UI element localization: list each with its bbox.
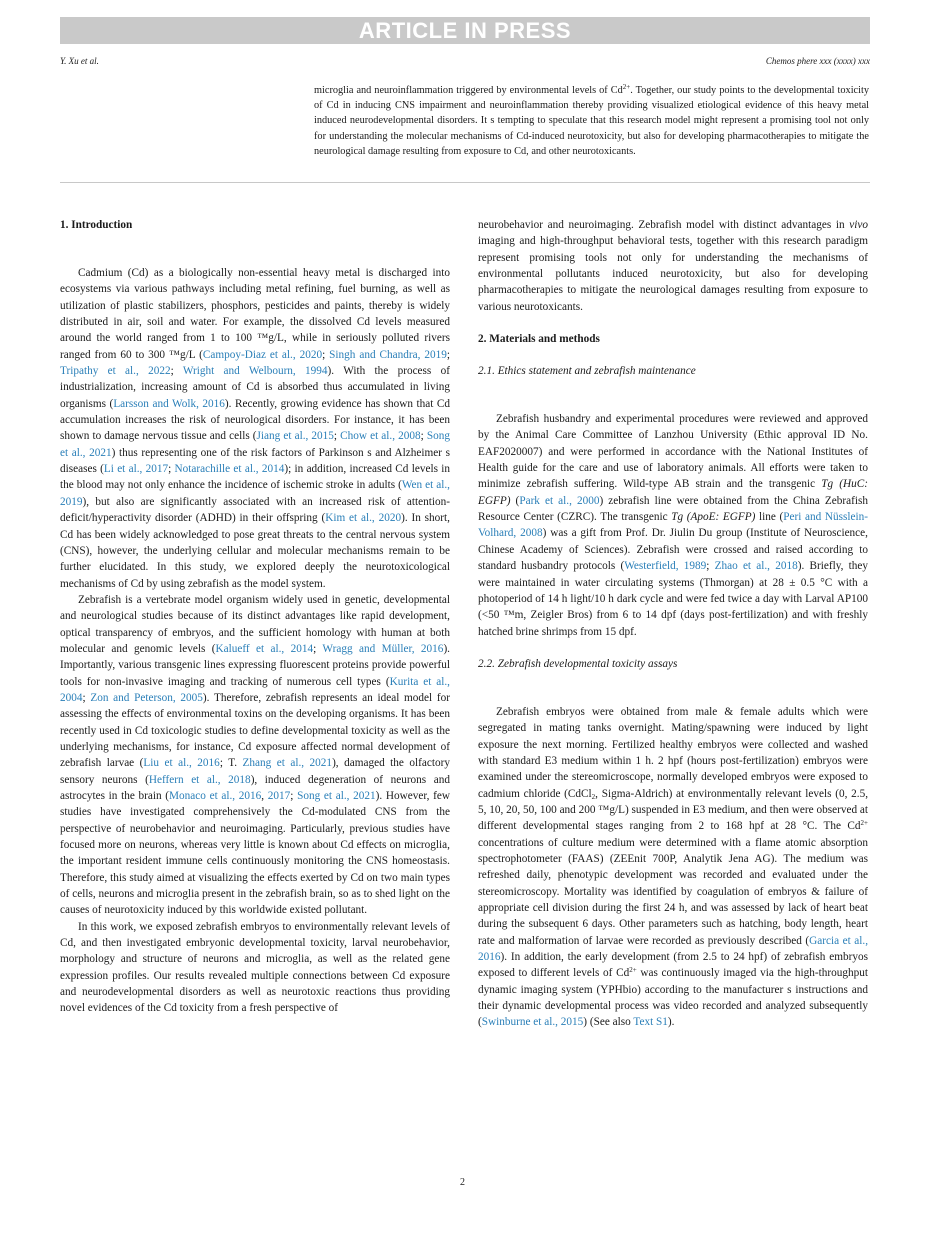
citation-link[interactable]: Song et al., 2021 [297,790,376,802]
citation-link[interactable]: Zhao et al., 2018 [714,560,798,573]
abstract-continuation [314,83,869,159]
text-run: ); in addition, increased Cd levels in the blood may not only enhance the incidence of ischemic stroke in adults ( [60,463,450,492]
citation-link[interactable]: Swinburne et al., 2015 [481,1016,584,1029]
text-run: ) (See also [583,1016,634,1029]
citation-link[interactable]: Park et al., 2000 [519,494,600,507]
running-head-authors: Y. Xu et al. [60,56,99,66]
text-run: microglia and neuroinflammation triggered by environmental levels of Cd [314,85,623,96]
text-run: ). Importantly, various transgenic lines expressing fluorescent proteins provide powerful tools for non-invasive imaging and tracking of numerous cell types ( [60,642,450,688]
spacer [478,315,868,331]
article-in-press-banner: ARTICLE IN PRESS [60,17,870,44]
text-run: , [261,790,268,802]
intro-paragraph-1 [60,265,450,592]
superscript: 2+ [622,83,631,91]
citation-link[interactable]: Zon and Peterson, 2005 [90,691,203,704]
right-column [478,217,868,1031]
text-run: imaging and high-throughput behavioral tests, together with this research paradigm represent promising tools not only for understanding the mechanisms of environmental pollutants induced neurotoxicity, but also for developing pharmacotherapies to mitigate the neurological damages resulting from exposure to various neurotoxicants. [478,235,868,313]
citation-link[interactable]: Text S1 [633,1016,668,1029]
text-run: Zebrafish husbandry and experimental procedures were reviewed and approved by the Animal Care Committee of Lanzhou University (Ethic approval ID No. EAF2020007) and were performed in accordance with the National Institutes of Health guide for the care and use of laboratory animals. All efforts were taken to minimize zebrafish suffering. Wild-type AB strain and the transgenic [478,413,868,491]
intro-paragraph-2 [60,592,450,919]
text-run: was continuously imaged via the high-throughput dynamic imaging system (YPHbio) according to the manufacturer s instructions and their dynamic developmental process was video recorded and analyzed subsequently ( [478,967,868,1029]
text-run: ) thus representing one of the risk factors of Parkinson s and Alzheimer s diseases ( [60,446,450,476]
citation-link[interactable]: Wright and Welbourn, 1994 [182,365,328,378]
citation-link[interactable]: Peri and Nüsslein-Volhard, 2008 [478,511,868,540]
italic-run: vivo [849,219,868,231]
spacer [478,640,868,656]
citation-link[interactable]: Campoy-Diaz et al., 2020 [202,348,323,361]
citation-link[interactable]: Heffern et al., 2018 [148,773,251,786]
methods-paragraph-toxicity [478,704,868,1031]
citation-link[interactable]: Kurita et al., 2004 [60,675,450,704]
citation-link[interactable]: Wen et al., 2019 [60,479,450,508]
text-run: ; [420,430,427,443]
page-number: 2 [460,1177,465,1188]
abstract-paragraph [314,83,869,159]
text-run: ; [168,463,175,476]
text-run: ) was a gift from Prof. Dr. Jiulin Du group (Institute of Neuroscience, Chinese Academy of Sciences). Zebrafish were crossed and raised according to standard husbandry protocols ( [478,527,868,573]
citation-link[interactable]: Chow et al., 2008 [340,430,421,443]
text-run: ). Recently, growing evidence has shown that Cd accumulation increases the risk of neurological disorders. For instance, it has been shown to damage nervous tissue and cells ( [60,397,450,443]
text-run: ; [446,348,450,361]
text-run: ; [290,790,298,802]
text-run: ), but also are significantly associated with an increased risk of attention-deficit/hyperactivity disorder (ADHD) in their offspring ( [60,495,450,525]
text-run: ; [82,691,91,704]
intro-paragraph-3-continued [478,217,868,315]
text-run: ; [706,560,715,573]
citation-link[interactable]: 2017 [267,790,291,802]
text-run: ; [313,642,323,655]
citation-link[interactable]: Larsson and Wolk, 2016 [113,397,225,410]
intro-paragraph-3: In this work, we exposed zebrafish embryos to environmentally relevant levels of Cd, and then investigated embryonic developmental toxicity, larval neurobehavior, morphology and structure of neurons and microglia, as well as the related gene expression profiles. Our results revealed multiple connections between Cd exposure and neurodevelopmental disorders as well as neurotoxic reactions thus providing novel evidences of the Cd toxicity from a fresh perspective of [60,920,450,1015]
spacer [60,249,450,265]
left-column [60,217,450,1017]
text-run: ), induced degeneration of neurons and astrocytes in the brain ( [60,773,450,802]
text-run: ). With the process of industrialization, increasing amount of Cd is absorbed thus accumulated in living organisms ( [60,365,450,410]
text-run: . Together, our study points to the developmental toxicity of Cd in inducing CNS impairment and neuroinflammation thereby providing visualized etiological evidence of this heavy metal induced neurodevelopmental disorders. It s tempting to speculate that this research model might represent a promising tool not only for understanding the molecular mechanisms of Cd-induced neurotoxicity, but also for developing pharmacotherapies to mitigate the neurological damage resulting from exposure to Cd, and other neurotoxicants. [314,85,869,157]
citation-link[interactable]: Zhang et al., 2021 [242,757,333,770]
text-run: ). However, few studies have investigated comprehensively the Cd-modulated CNS from the perspective of neurobehavior and neuroimaging. Particularly, previous studies have focused more on neurons, whereas very little is known about Cd effects on microglia, the important resident immune cells continuously monitoring the CNS homeostasis. Therefore, this study aimed at visualizing the effects exerted by Cd on two main types of cells, neurons and microglia present in the zebrafish brain, so as to shed light on the causes of neurotoxicity induced by this worldwide existed pollutant. [60,790,451,917]
citation-link[interactable]: Notarachille et al., 2014 [174,463,285,476]
methods-paragraph-ethics [478,411,868,640]
italic-run: Tg (ApoE: EGFP) [671,511,756,524]
superscript: 2+ [629,966,637,975]
text-run: ). In addition, the early development (from 2.5 to 24 hpf) of zebrafish embryos exposed to different levels of Cd [478,951,868,980]
text-run: concentrations of culture medium were determined with a flame atomic absorption spectrophotometer (FAAS) (ZEEnit 700P, Analytik Jena AG). The medium was refreshed daily, phenotypic development was recorded and evaluated under the stereomicroscopy. Mortality was identified by coagulation of embryos & failure of appropriate cell division during the first 24 h, and was assessed by lack of heart beat during the subsequent 6 days. Other parameters such as hatching, body length, heart rate and malformation of larvae were recorded as previously described ( [478,836,868,947]
text-run: line ( [755,511,784,524]
section-heading-introduction: 1. Introduction [60,219,133,231]
subsection-heading-toxicity-assays: 2.2. Zebrafish developmental toxicity assays [478,657,678,670]
text-run: ). In short, Cd has been widely acknowledged to pose great threats to the central nervous system (CNS), however, the underlying cellular and molecular mechanisms remain to be further elucidated. In this study, we explored deeply the neurotoxicological mechanisms of Cd by using zebrafish as the model system. [60,512,450,590]
text-run: ). Therefore, zebrafish represents an ideal model for assessing the effects of environmental toxins on the developing organisms. It has been recently used in Cd toxicologic studies to define developmental toxicity as well as the underlying mechanisms, for instance, Cd exposure affected normal development of zebrafish larvae ( [60,691,450,770]
running-head-journal: Chemos phere xxx (xxxx) xxx [765,56,870,66]
text-run: Zebrafish is a vertebrate model organism widely used in genetic, developmental and neurological studies because of its distinct advantages like rapid development, optical transparency of embryos, and the sufficient homology with human at both molecular and genomic levels ( [60,593,450,655]
citation-link[interactable]: Monaco et al., 2016 [169,790,262,802]
text-run: ( [510,494,520,507]
subsection-heading-ethics: 2.1. Ethics statement and zebrafish maintenance [478,365,696,378]
text-run: ). [667,1016,675,1029]
citation-link[interactable]: Singh and Chandra, 2019 [329,348,447,361]
text-run: Cadmium (Cd) as a biologically non-essential heavy metal is discharged into ecosystems via various pathways including metal refining, fuel burning, as well as utilization of plastic stabilizers, phosphors, pesticides and paints, thereby is widely distributed in air, soil and water. For example, the dissolved Cd levels measured around the world ranged from 1 to 100 ™g/L, while in seriously polluted rivers ranged from 60 to 300 ™g/L ( [60,267,450,361]
text-run: ; [333,430,341,443]
citation-link[interactable]: Garcia et al., 2016 [478,934,869,964]
text-run: ; [170,365,183,378]
citation-link[interactable]: Liu et al., 2016 [143,757,220,770]
spacer [478,395,868,411]
citation-link[interactable]: Song et al., 2021 [60,430,450,459]
text-run: ; T. [219,757,243,770]
text-run: neurobehavior and neuroimaging. Zebrafish model with distinct advantages in [478,219,850,231]
citation-link[interactable]: Tripathy et al., 2022 [60,365,171,378]
italic-run: Tg (HuC: EGFP) [478,478,868,507]
citation-link[interactable]: Kim et al., 2020 [325,512,402,525]
subscript: 2 [591,792,596,801]
text-run: ), damaged the olfactory sensory neurons ( [60,757,450,786]
section-heading-methods: 2. Materials and methods [478,333,600,346]
spacer [478,688,868,704]
citation-link[interactable]: Li et al., 2017 [103,463,169,476]
text-run: ) zebrafish line were obtained from the China Zebrafish Resource Center (CZRC). The transgenic [478,494,869,524]
text-run: , Sigma-Aldrich) at environmentally relevant levels (0, 2.5, 5, 10, 20, 50, 100 and 200 ™g/L) suspended in E3 medium, and then were observed at different developmental stages ranging from 2 to 168 hpf at 28 °C. The Cd [478,787,869,833]
text-run: Zebrafish embryos were obtained from male & female adults which were segregated in mating tanks overnight. Mating/spawning were induced by light exposure the next morning. Fertilized healthy embryos were collected and washed with standard E3 medium within 1 h. 2 hpf (hours post-fertilization) embryos were examined under the stereomicroscope, normally developed embryos were exposed to cadmium chloride (CdCl [478,705,868,800]
abstract-divider [60,182,870,183]
text-run: ). Briefly, they were maintained in water circulating systems (Thmorgan) at 28 ± 0.5 °C with a photoperiod of 14 h light/10 h dark cycle and were fed twice a day with Larval AP100 (<50 ™m, Zeigler Bros) from 6 to 14 dpf (days post-fertilization) and with freshly hatched brine shrimps from 15 dpf. [478,560,868,638]
citation-link[interactable]: Westerfield, 1989 [624,560,707,573]
citation-link[interactable]: Wragg and Müller, 2016 [322,642,444,655]
citation-link[interactable]: Jiang et al., 2015 [256,430,334,443]
citation-link[interactable]: Kalueff et al., 2014 [215,642,314,655]
text-run: ; [322,348,330,361]
superscript: 2+ [860,819,868,828]
